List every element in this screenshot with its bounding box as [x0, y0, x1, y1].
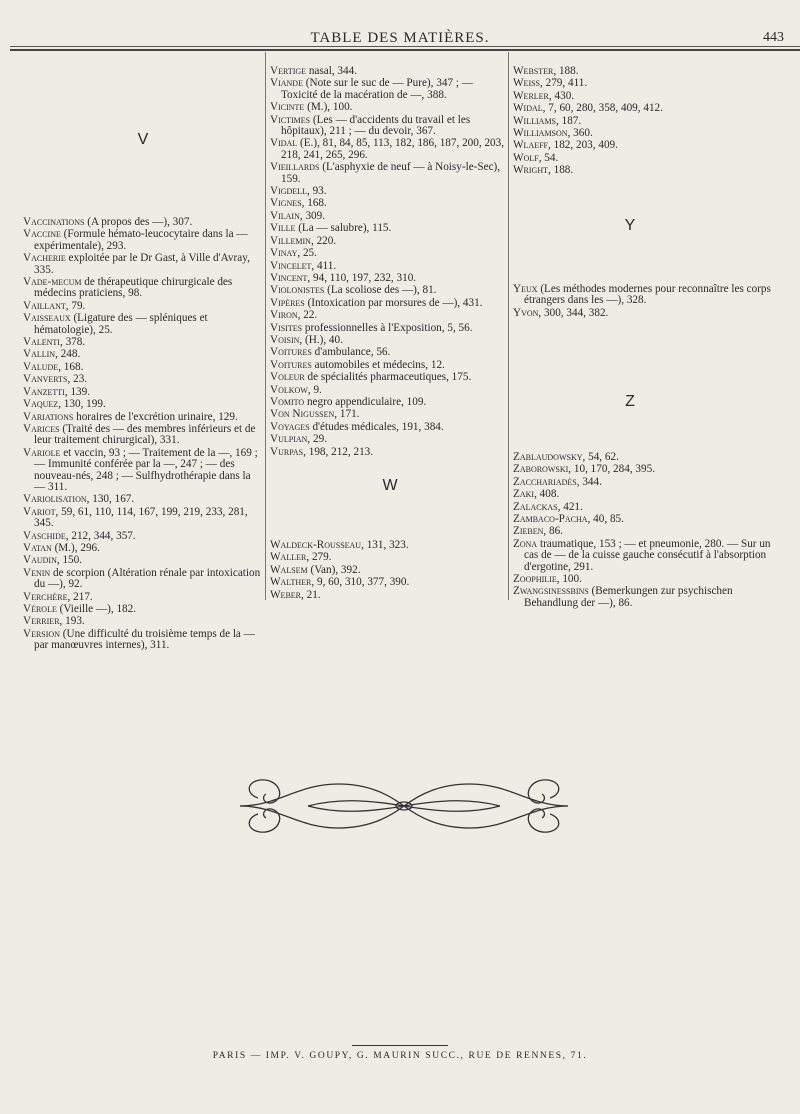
- index-entry: [270, 248, 506, 259]
- index-entry: [23, 387, 261, 398]
- index-entry: [270, 565, 506, 576]
- index-entry: [513, 489, 785, 500]
- section-letter-z: Z: [625, 393, 635, 410]
- index-term: Walther: [270, 576, 312, 589]
- index-references: , 408.: [534, 488, 560, 501]
- index-references: (Intoxication par morsures de —), 431.: [304, 296, 483, 309]
- index-entry: [513, 539, 785, 573]
- index-term: Vomito: [270, 395, 305, 408]
- index-references: , 187.: [556, 114, 582, 127]
- index-references: , 198, 212, 213.: [303, 445, 374, 458]
- index-entry: [513, 153, 785, 164]
- index-entry: [270, 138, 506, 161]
- index-entry: [23, 448, 261, 494]
- index-term: Voyages: [270, 420, 310, 433]
- index-references: , 93.: [306, 185, 327, 198]
- index-term: Zieben: [513, 525, 544, 538]
- index-entry: [270, 434, 506, 445]
- index-term: Vigdell: [270, 185, 307, 198]
- index-entry: [513, 116, 785, 127]
- index-references: , 421.: [557, 500, 583, 513]
- index-term: Villemin: [270, 234, 311, 247]
- index-references: , 248.: [55, 348, 81, 361]
- index-term: Walsem: [270, 563, 308, 576]
- index-references: , 25.: [297, 247, 317, 260]
- index-term: Zalackas: [513, 500, 558, 513]
- index-references: , 220.: [310, 234, 337, 247]
- index-term: Variolisation: [23, 493, 87, 506]
- section-letter-w: W: [382, 477, 398, 494]
- header-rule: [10, 46, 800, 47]
- index-entry: [513, 66, 785, 77]
- index-entry: [513, 586, 785, 609]
- index-references: , 150.: [56, 554, 83, 567]
- index-term: Vérole: [23, 603, 57, 615]
- index-term: Violonistes: [270, 284, 325, 297]
- index-entry: [270, 273, 506, 284]
- index-term: Verrier: [23, 615, 60, 628]
- index-term: Vignes: [270, 197, 302, 210]
- index-term: Variations: [23, 410, 74, 423]
- index-references: , 309.: [299, 209, 326, 222]
- index-references: , 378.: [59, 336, 86, 349]
- index-entry: [513, 103, 785, 114]
- index-term: Vertige: [270, 65, 307, 77]
- index-references: , 168.: [58, 360, 84, 373]
- index-references: , 100.: [556, 573, 582, 586]
- column-divider: [265, 52, 266, 600]
- index-entry: [270, 397, 506, 408]
- index-entry: [23, 253, 261, 276]
- index-references: , 188.: [553, 65, 579, 77]
- index-references: automobiles et médecins, 12.: [311, 358, 445, 371]
- index-entry: [270, 310, 506, 321]
- index-references: exploitée par le Dr Gast, à Ville d'Avray, 335.: [34, 252, 250, 276]
- index-references: , 193.: [59, 615, 85, 628]
- index-term: Zaborowski: [513, 463, 569, 476]
- index-entry: [23, 555, 261, 566]
- index-term: Victimes: [270, 113, 311, 126]
- index-entry: [270, 360, 506, 371]
- index-references: , 168.: [301, 197, 327, 210]
- index-entry: [23, 337, 261, 348]
- index-term: Waldeck-Rousseau: [270, 539, 362, 551]
- index-term: Vatan: [23, 541, 52, 554]
- index-references: , 171.: [334, 408, 360, 421]
- index-term: Vincelet: [270, 259, 312, 272]
- index-entry: [513, 526, 785, 537]
- index-entry: [513, 452, 785, 463]
- index-references: , 86.: [543, 525, 563, 538]
- column-divider: [508, 52, 509, 600]
- index-term: Zacchariadès: [513, 475, 577, 488]
- index-references: (Les méthodes modernes pour reconnaître les corps étrangers dans les —), 328.: [524, 283, 771, 307]
- index-entry: [23, 313, 261, 336]
- index-term: Webster: [513, 65, 554, 77]
- index-term: Vinay: [270, 247, 298, 260]
- index-references: (M.), 296.: [51, 541, 100, 554]
- printer-imprint: PARIS — IMP. V. GOUPY, G. MAURIN SUCC., RUE DE RENNES, 71.: [212, 1051, 588, 1061]
- index-entry: [513, 308, 785, 319]
- index-entry: [270, 385, 506, 396]
- index-references: (Note sur le suc de — Pure), 347 ; — Toxicité de la macération de —, 388.: [281, 77, 473, 101]
- index-term: Vieillards: [270, 161, 320, 174]
- index-term: Zablaudowsky: [513, 451, 583, 463]
- index-entry: [513, 464, 785, 475]
- index-references: , 279, 411.: [540, 77, 588, 90]
- index-term: Valude: [23, 360, 59, 373]
- index-entry: [270, 285, 506, 296]
- index-entry: [270, 223, 506, 234]
- index-entry: [23, 399, 261, 410]
- index-references: , 360.: [567, 127, 593, 140]
- index-term: Valenti: [23, 336, 60, 349]
- index-references: , 300, 344, 382.: [538, 306, 609, 319]
- index-term: Vaccine: [23, 228, 61, 241]
- page-header: [0, 0, 800, 50]
- index-term: Verchère: [23, 590, 68, 603]
- index-term: Visites: [270, 321, 303, 334]
- index-references: , (H.), 40.: [299, 333, 343, 346]
- index-entry: [23, 616, 261, 627]
- index-entry: [23, 568, 261, 591]
- index-references: , 182, 203, 409.: [548, 139, 618, 152]
- index-entry: [23, 217, 261, 228]
- index-term: Vaquez: [23, 398, 59, 411]
- index-entry: [513, 574, 785, 585]
- footer-rule: [352, 1045, 448, 1046]
- index-term: Vanzetti: [23, 385, 65, 398]
- index-references: (E.), 81, 84, 85, 113, 182, 186, 187, 200, 203, 218, 241, 265, 296.: [281, 137, 505, 161]
- index-entry: [23, 412, 261, 423]
- index-references: , 23.: [67, 373, 88, 386]
- index-references: (Une difficulté du troisième temps de la — par manœuvres internes), 311.: [34, 627, 255, 652]
- index-term: Vanverts: [23, 373, 68, 386]
- index-references: , 54.: [538, 151, 559, 164]
- index-references: , 411.: [311, 259, 337, 272]
- index-entry: [270, 261, 506, 272]
- index-term: Widal: [513, 102, 543, 115]
- index-entry: [513, 477, 785, 488]
- index-term: Voleur: [270, 371, 305, 384]
- index-term: Vilain: [270, 209, 300, 222]
- index-references: , 59, 61, 110, 114, 167, 199, 219, 233, 281, 345.: [34, 505, 248, 530]
- index-references: , 9, 60, 310, 377, 390.: [311, 576, 410, 589]
- index-term: Version: [23, 627, 60, 640]
- index-references: (Van), 392.: [307, 563, 361, 576]
- index-column-1: [23, 217, 261, 652]
- index-term: Voitures: [270, 346, 312, 359]
- index-term: Variole: [23, 446, 61, 459]
- index-term: Voisin: [270, 333, 300, 346]
- index-term: Vacherie: [23, 252, 66, 265]
- index-term: Waller: [270, 551, 307, 564]
- page-number: 443: [763, 30, 784, 45]
- index-entry: [23, 301, 261, 312]
- index-term: Ville: [270, 222, 296, 235]
- index-references: , 130, 167.: [86, 493, 135, 506]
- index-references: de thérapeutique chirurgicale des médecins praticiens, 98.: [34, 276, 233, 300]
- index-entry: [513, 165, 785, 176]
- section-letter-y: Y: [624, 217, 636, 234]
- index-term: Zambaco-Pacha: [513, 513, 588, 526]
- index-entry: [23, 592, 261, 603]
- index-term: Vaillant: [23, 299, 66, 312]
- index-entry: [23, 604, 261, 615]
- index-term: Vicinte: [270, 101, 305, 114]
- index-references: (A propos des —), 307.: [84, 216, 193, 228]
- index-references: , 54, 62.: [582, 451, 619, 463]
- index-entry: [270, 552, 506, 563]
- index-references: de spécialités pharmaceutiques, 175.: [304, 371, 472, 384]
- index-references: , 131, 323.: [361, 539, 409, 551]
- index-entry: [513, 514, 785, 525]
- index-entry: [23, 543, 261, 554]
- index-references: , 279.: [306, 551, 332, 564]
- index-references: (Bemerkungen zur psychischen Behandlung der —), 86.: [524, 585, 733, 609]
- index-references: , 217.: [67, 590, 93, 603]
- index-term: Zwangsinessbins: [513, 585, 589, 598]
- index-references: , 430.: [548, 89, 575, 102]
- index-term: Voitures: [270, 358, 312, 371]
- index-entry: [23, 229, 261, 252]
- index-entry: [23, 362, 261, 373]
- index-term: Vidal: [270, 137, 298, 150]
- index-entry: [23, 629, 261, 652]
- index-term: Yvon: [513, 306, 539, 319]
- index-references: , 22.: [297, 309, 318, 322]
- index-references: , 94, 110, 197, 232, 310.: [307, 271, 417, 284]
- index-entry: [270, 577, 506, 588]
- index-entry: [270, 198, 506, 209]
- index-entry: [513, 140, 785, 151]
- index-term: Zoophilie: [513, 573, 557, 586]
- index-references: , 130, 199.: [58, 398, 106, 411]
- index-entry: [270, 323, 506, 334]
- index-entry: [270, 372, 506, 383]
- index-references: (Traité des — des membres inférieurs et de leur traitement chirurgical), 331.: [34, 422, 256, 447]
- index-entry: [270, 409, 506, 420]
- index-entry: [23, 374, 261, 385]
- index-references: traumatique, 153 ; — et pneumonie, 280. — Sur un cas de — de la cuisse gauche consécutif à l'absorption d'ergotine, 291.: [524, 537, 771, 573]
- index-references: (Formule hémato-leucocytaire dans la — expérimentale), 293.: [34, 228, 248, 252]
- index-term: Wolf: [513, 151, 539, 164]
- index-references: , 21.: [301, 588, 321, 601]
- index-term: Williamson: [513, 127, 568, 140]
- index-entry: [270, 347, 506, 358]
- index-column-3: [513, 66, 785, 177]
- index-entry: [513, 128, 785, 139]
- index-term: Werler: [513, 89, 549, 102]
- index-entry: [270, 115, 506, 138]
- index-term: Vallin: [23, 348, 56, 361]
- index-entry: [23, 507, 261, 530]
- index-references: (L'asphyxie de neuf — à Noisy-le-Sec), 159.: [281, 161, 501, 185]
- index-term: Varices: [23, 422, 60, 435]
- index-references: negro appendiculaire, 109.: [304, 395, 427, 408]
- index-term: Vaccinations: [23, 216, 85, 228]
- index-references: , 188.: [548, 164, 574, 177]
- index-entry: [270, 162, 506, 185]
- index-term: Vaudin: [23, 554, 57, 567]
- index-entry: [23, 277, 261, 300]
- index-references: , 344.: [576, 475, 602, 488]
- index-references: (Ligature des — spléniques et hématologie), 25.: [34, 312, 208, 336]
- index-references: nasal, 344.: [306, 65, 358, 77]
- index-term: Vaisseaux: [23, 312, 71, 325]
- index-entry: [270, 236, 506, 247]
- index-entry: [513, 284, 785, 307]
- index-references: , 139.: [64, 385, 91, 398]
- index-references: d'ambulance, 56.: [311, 346, 391, 359]
- index-entry: [270, 186, 506, 197]
- index-references: (La scoliose des —), 81.: [324, 284, 437, 297]
- index-column-3-z: [513, 452, 785, 609]
- index-entry: [270, 211, 506, 222]
- index-entry: [270, 66, 506, 77]
- index-entry: [270, 447, 506, 458]
- index-term: Zona: [513, 537, 538, 550]
- index-entry: [270, 422, 506, 433]
- index-term: Williams: [513, 114, 557, 127]
- index-term: Vurpas: [270, 445, 304, 458]
- index-references: , 40, 85.: [587, 513, 624, 526]
- index-term: Vincent: [270, 271, 308, 284]
- index-term: Von Nigussen: [270, 408, 335, 421]
- index-term: Viron: [270, 309, 298, 322]
- index-term: Vade-mecum: [23, 276, 82, 289]
- index-references: , 79.: [65, 299, 86, 312]
- index-term: Variot: [23, 505, 56, 518]
- index-term: Volkow: [270, 383, 308, 396]
- index-references: professionnelles à l'Exposition, 5, 56.: [302, 321, 473, 334]
- index-entry: [270, 78, 506, 101]
- index-term: Viande: [270, 77, 303, 90]
- index-references: (La — salubre), 115.: [295, 222, 392, 235]
- index-term: Weber: [270, 588, 302, 601]
- index-references: , 212, 344, 357.: [65, 529, 136, 542]
- index-references: de scorpion (Altération rénale par intoxication du —), 92.: [34, 566, 261, 591]
- index-entry: [270, 335, 506, 346]
- index-column-3-y: [513, 284, 785, 319]
- index-references: , 9.: [307, 383, 322, 396]
- index-entry: [270, 102, 506, 113]
- section-letter-v: V: [137, 131, 149, 148]
- index-entry: [23, 531, 261, 542]
- index-term: Wright: [513, 164, 549, 177]
- header-rule-double: [10, 49, 800, 51]
- index-column-2: [270, 66, 506, 458]
- index-column-2-w: [270, 540, 506, 601]
- index-term: Zaki: [513, 488, 535, 501]
- index-entry: [23, 494, 261, 505]
- index-references: , 29.: [307, 433, 327, 446]
- index-references: , 7, 60, 280, 358, 409, 412.: [542, 102, 663, 115]
- index-term: Vaschide: [23, 529, 66, 542]
- index-term: Wlaeff: [513, 139, 549, 152]
- index-term: Vipères: [270, 296, 305, 309]
- index-entry: [513, 78, 785, 89]
- index-entry: [513, 502, 785, 513]
- index-entry: [23, 349, 261, 360]
- index-entry: [270, 298, 506, 309]
- index-term: Venin: [23, 566, 51, 579]
- index-references: horaires de l'excrétion urinaire, 129.: [73, 410, 238, 423]
- index-entry: [270, 590, 506, 601]
- index-term: Vulpian: [270, 433, 308, 446]
- index-references: (Les — d'accidents du travail et les hôpitaux), 211 ; — du devoir, 367.: [281, 113, 471, 138]
- index-references: d'études médicales, 191, 384.: [309, 420, 444, 433]
- index-references: et vaccin, 93 ; — Traitement de la —, 169 ; — Immunité conférée par la —, 247 ; — des nouveau-nés, 248 ; — Sulfhydrothérapie dans la — 311.: [34, 446, 258, 493]
- index-term: Weiss: [513, 77, 541, 90]
- index-references: (M.), 100.: [304, 101, 353, 114]
- decorative-flourish-ornament: [238, 770, 570, 842]
- index-entry: [513, 91, 785, 102]
- index-term: Yeux: [513, 283, 538, 295]
- index-references: (Vieille —), 182.: [56, 603, 137, 615]
- index-references: , 10, 170, 284, 395.: [568, 463, 655, 476]
- index-entry: [270, 540, 506, 551]
- page-title: TABLE DES MATIÈRES.: [310, 30, 490, 46]
- index-entry: [23, 424, 261, 447]
